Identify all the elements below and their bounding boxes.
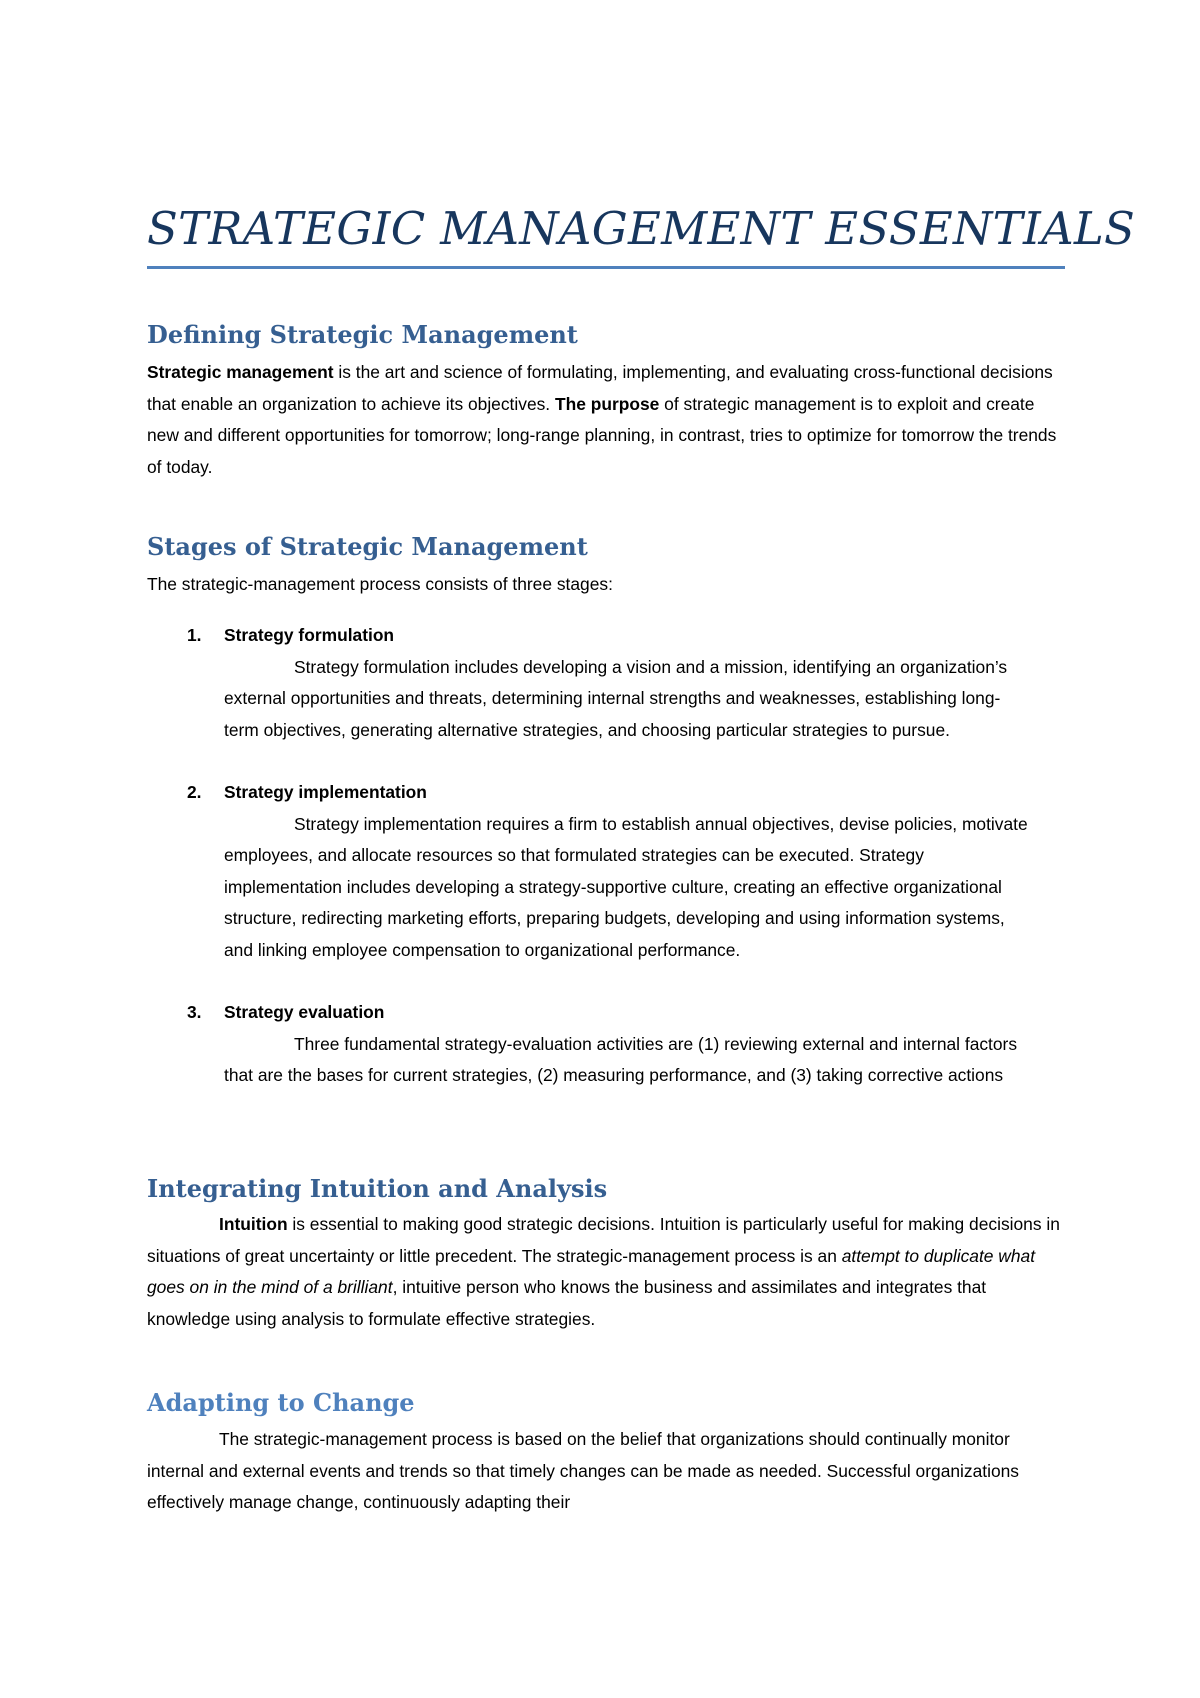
stages-intro: The strategic-management process consists of three stages: [147, 574, 613, 594]
defining-text-2: of strategic management is to exploit and create new and different opportunities for tomorrow; long-range planning, in contrast, tries to optimize for tomorrow the trends of today. [147, 393, 1057, 477]
list-number: 1. [187, 625, 202, 645]
title-underline [147, 266, 1065, 269]
heading-defining: Defining Strategic Management [147, 320, 578, 349]
heading-stages: Stages of Strategic Management [147, 532, 588, 561]
paragraph-defining [147, 357, 1065, 483]
paragraph-change: The strategic-management process is based on the belief that organizations should continually monitor internal and external events and trends so that timely changes can be made as needed. Successful organizations effectively manage change, continuously adapting their [147, 1429, 1020, 1512]
list-title: Strategy implementation [224, 782, 427, 802]
intuition-italic: attempt to duplicate what goes on in the mind of a brilliant [147, 1245, 1036, 1297]
document-title: STRATEGIC MANAGEMENT ESSENTIALS [147, 202, 1136, 255]
list-body: Strategy implementation requires a firm to establish annual objectives, devise policies, motivate employees, and allocate resources so that formulated strategies can be executed. Strategy implementation includes developing a strategy-supportive culture, creating an effective organizational structure, redirecting marketing efforts, preparing budgets, developing and using information systems, and linking employee compensation to organizational performance. [224, 813, 1028, 960]
list-number: 2. [187, 782, 202, 802]
heading-change: Adapting to Change [147, 1388, 415, 1417]
intuition-text-2: , intuitive person who knows the business and assimilates and integrates that knowledge using analysis to formulate effective strategies. [147, 1277, 987, 1329]
term-purpose: The purpose [554, 393, 660, 414]
term-strategic-management: Strategic management [147, 362, 334, 382]
list-title: Strategy formulation [224, 625, 395, 645]
intuition-text-1: is essential to making good strategic decisions. Intuition is particularly useful for making decisions in situations of great uncertainty or little precedent. The strategic-management process is an [147, 1214, 1060, 1266]
paragraph-intuition [147, 1209, 1065, 1335]
document-page [147, 0, 1136, 1698]
list-body: Three fundamental strategy-evaluation activities are (1) reviewing external and internal factors that are the bases for current strategies, (2) measuring performance, and (3) taking corrective actions [224, 1033, 1018, 1085]
list-number: 3. [187, 1002, 202, 1022]
term-intuition: Intuition [219, 1214, 288, 1234]
heading-intuition: Integrating Intuition and Analysis [147, 1174, 608, 1203]
list-body: Strategy formulation includes developing a vision and a mission, identifying an organization’s external opportunities and threats, determining internal strengths and weaknesses, establishing long-term objectives, generating alternative strategies, and choosing particular strategies to pursue. [224, 656, 1008, 740]
defining-text-1: is the art and science of formulating, implementing, and evaluating cross-functional decisions that enable an organization to achieve its objectives. [147, 362, 1053, 414]
list-title: Strategy evaluation [224, 1002, 385, 1022]
